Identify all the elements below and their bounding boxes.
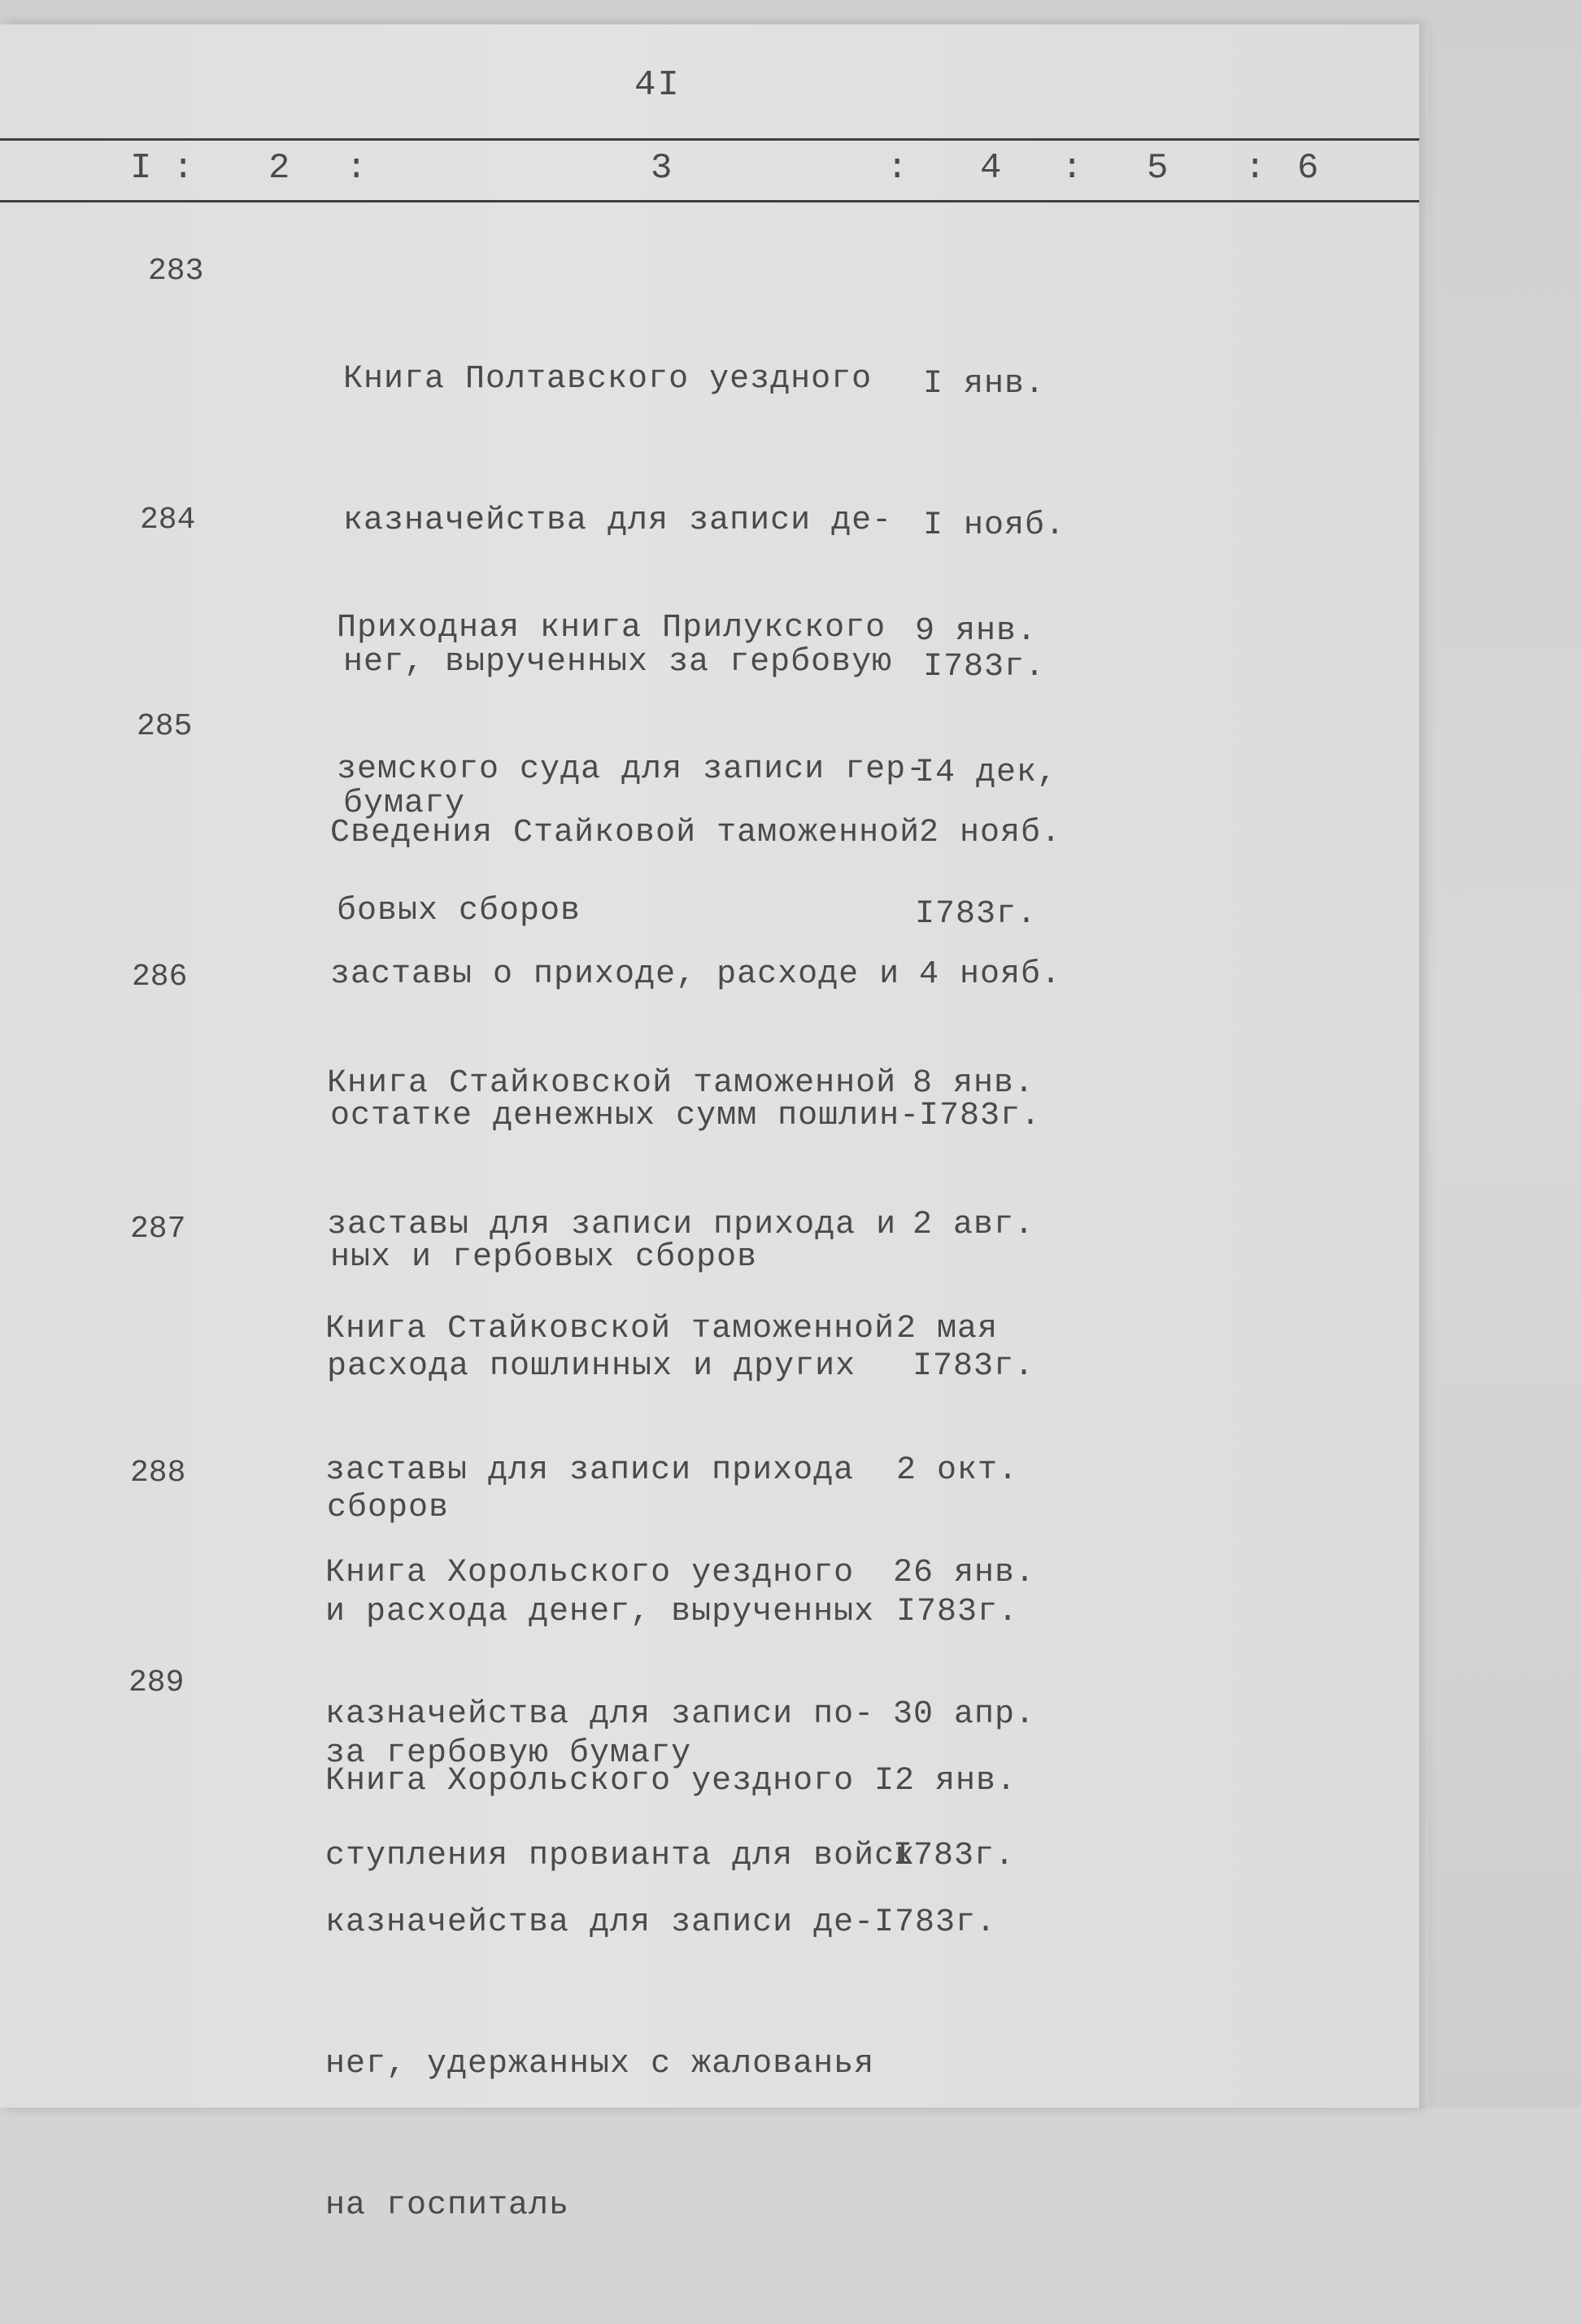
- entry-title-line: за гербовую бумагу: [325, 1735, 692, 1772]
- column-header-5: 5: [1147, 148, 1169, 189]
- entry-title-line: сборов: [327, 1490, 450, 1526]
- entry-date-line: I783г.: [915, 896, 1038, 933]
- entry-title-line: остатке денежных сумм пошлин-: [330, 1098, 921, 1134]
- entry-date-line: I783г.: [893, 1838, 1016, 1874]
- entry-date-line: 2 окт.: [896, 1452, 1019, 1489]
- entry-number: 285: [137, 709, 193, 744]
- entry-date-line: 9 янв.: [915, 613, 1038, 650]
- entry-title-line: ных и гербовых сборов: [330, 1239, 758, 1276]
- column-header-4: 4: [980, 148, 1002, 189]
- column-header-separator: :: [1061, 148, 1083, 189]
- entry-title-line: Книга Стайковской таможенной: [327, 1065, 897, 1102]
- entry-date-line: 2 мая: [896, 1311, 999, 1347]
- entry-date-line: 4 нояб.: [919, 956, 1062, 993]
- page-edge: [1419, 24, 1429, 2108]
- header-rule-top: [0, 138, 1419, 141]
- entry-title-line: заставы для записи прихода и: [327, 1207, 897, 1243]
- entry-date-line: I783г.: [923, 649, 1046, 685]
- entry-title-line: и расхода денег, вырученных: [325, 1594, 875, 1630]
- column-header-6: 6: [1297, 148, 1319, 189]
- column-header-separator: :: [172, 148, 194, 189]
- entry-date-line: 2 авг.: [912, 1207, 1035, 1243]
- entry-number: 287: [130, 1212, 186, 1247]
- entry-dates: [874, 1664, 1017, 2041]
- entry-number: 283: [148, 254, 204, 289]
- entry-number: 288: [130, 1456, 186, 1491]
- entry-date-line: I783г.: [874, 1904, 997, 1941]
- entry-title-line: на госпиталь: [325, 2187, 570, 2224]
- entry-date-line: 30 апр.: [893, 1696, 1036, 1733]
- entry-date-line: 26 янв.: [893, 1555, 1036, 1591]
- header-rule-bottom: [0, 200, 1419, 202]
- entry-title-line: заставы для записи прихода: [325, 1452, 855, 1489]
- entry-title-line: казначейства для записи де-: [343, 503, 893, 539]
- page-number: 4I: [634, 65, 681, 106]
- column-header-1: I: [130, 148, 152, 189]
- entry-date-line: I783г.: [919, 1098, 1042, 1134]
- entry-date-line: I янв.: [923, 366, 1046, 403]
- column-header-separator: :: [1244, 148, 1266, 189]
- entry-date-line: I2 янв.: [874, 1763, 1017, 1800]
- entry-date-line: I783г.: [896, 1594, 1019, 1630]
- column-header-3: 3: [651, 148, 673, 189]
- column-header-row: [0, 148, 1419, 197]
- entry-title-line: Книга Полтавского уездного: [343, 361, 873, 398]
- entry-title-line: Книга Стайковской таможенной: [325, 1311, 895, 1347]
- entry-title-line: заставы о приходе, расходе и: [330, 956, 900, 993]
- entry-title-line: Сведения Стайковой таможенной: [330, 815, 921, 851]
- entry-title-line: Книга Хорольского уездного: [325, 1555, 855, 1591]
- entry-date-line: I783г.: [912, 1348, 1035, 1385]
- entry-title-line: казначейства для записи де-: [325, 1904, 875, 1941]
- entry-title-line: нег, вырученных за гербовую: [343, 644, 893, 681]
- column-header-separator: :: [346, 148, 368, 189]
- entry-number: 286: [132, 960, 188, 994]
- column-header-separator: :: [886, 148, 908, 189]
- entry-title-line: казначейства для записи по-: [325, 1696, 875, 1733]
- entry-title-line: земского суда для записи гер-: [337, 751, 927, 788]
- entry-date-line: 2 нояб.: [919, 815, 1062, 851]
- entry-number: 284: [140, 503, 196, 537]
- column-header-2: 2: [268, 148, 290, 189]
- entry-number: 289: [128, 1665, 185, 1700]
- entry-title-line: ступления провианта для войск: [325, 1838, 916, 1874]
- entry-title-line: Приходная книга Прилукского: [337, 610, 886, 646]
- entry-date-line: 8 янв.: [912, 1065, 1035, 1102]
- entry-date-line: I4 дек,: [915, 755, 1058, 791]
- entry-title: [325, 1664, 874, 2324]
- entry-title-line: расхода пошлинных и других: [327, 1348, 856, 1385]
- entry-date-line: I нояб.: [923, 507, 1066, 544]
- entry-title-line: бовых сборов: [337, 893, 581, 929]
- entry-title-line: бумагу: [343, 786, 466, 822]
- entry-title-line: нег, удержанных с жалованья: [325, 2046, 875, 2082]
- entry-title-line: Книга Хорольского уездного: [325, 1763, 855, 1800]
